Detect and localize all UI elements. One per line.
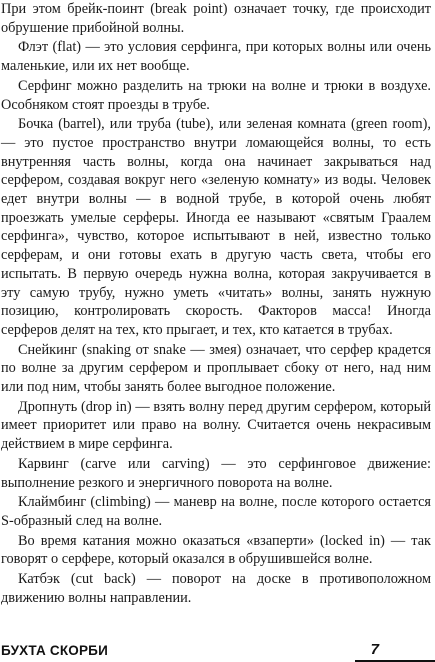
paragraph-tricks: Серфинг можно разделить на трюки на волне и трюки в воздухе. Особняком стоят проезды в трубе. xyxy=(1,77,431,113)
paragraph-flat: Флэт (flat) — это условия серфинга, при которых волны или очень маленькие, или их нет вообще. xyxy=(1,39,431,75)
page-number: 7 xyxy=(370,641,379,658)
paragraph-barrel: Бочка (barrel), или труба (tube), или зеленая комната (green room), — это пустое пространство внутри ломающейся волны, то есть внутренняя часть волны, когда она начинает закрываться над серфером, создавая вокруг него «зеленую комнату» из воды. Человек едет внутри волны — в водной трубе, в которой очень любят проезжать умелые серферы. Иногда ее называют «святым Граалем серфинга», чувство, которое испытывают в ней, известно только серферам, и они готовы ехать в другую часть света, чтобы его испытать. В первую очередь нужна волна, которая закручивается в эту самую трубу, нужно уметь «читать» волны, занять нужную позицию, контролировать скорость. Факторов масса! Иногда серферов делят на тех, кто прыгает, и тех, кто катается в трубах. xyxy=(1,116,431,338)
paragraph-carving: Карвинг (carve или carving) — это серфинговое движение: выполнение резкого и энергичного поворота на волне. xyxy=(1,455,431,491)
paragraph-climbing: Клаймбинг (climbing) — маневр на волне, после которого остается S-образный след на волне. xyxy=(1,494,431,529)
paragraph-snaking: Снейкинг (snaking от snake — змея) означает, что серфер крадется по волне за другим серфером и проплывает сбоку от него, над ним или под ним, чтобы занять более выгодное положение. xyxy=(1,341,431,396)
paragraph-locked-in: Во время катания можно оказаться «взаперти» (locked in) — так говорят о серфере, который оказался в обрушившейся волне. xyxy=(1,532,431,568)
paragraph-cut-back: Катбэк (cut back) — поворот на доске в противоположном движению волны направлении. xyxy=(1,571,431,606)
body-text xyxy=(1,0,431,608)
running-title: БУХТА СКОРБИ xyxy=(1,643,108,658)
paragraph-drop-in: Дропнуть (drop in) — взять волну перед другим серфером, который имеет приоритет или право на волну. Считается очень некрасивым действием в мире серфинга. xyxy=(1,398,431,453)
paragraph-break-point: При этом брейк-поинт (break point) означает точку, где происходит обрушение прибойной волны. xyxy=(1,1,431,36)
page-footer xyxy=(0,640,435,662)
